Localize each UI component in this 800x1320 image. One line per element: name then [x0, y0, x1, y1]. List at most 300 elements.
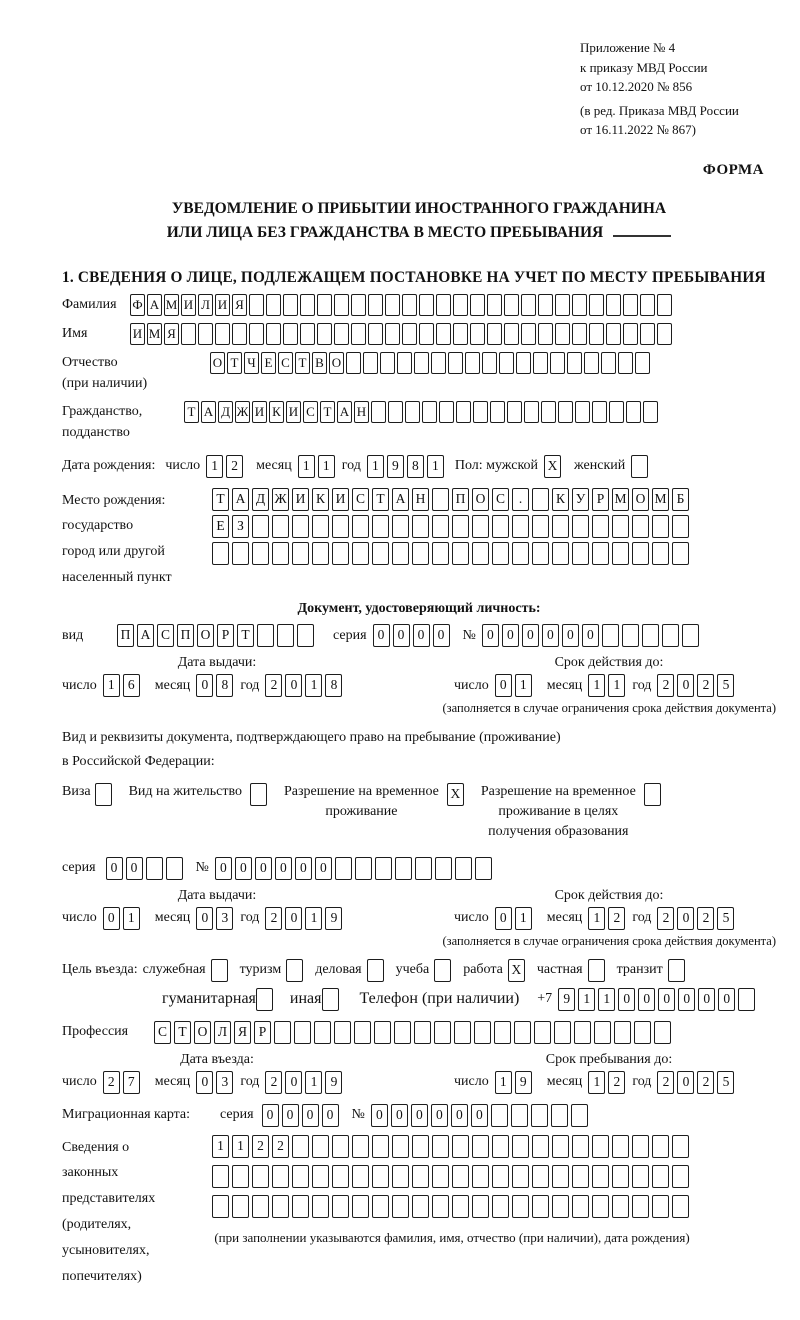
representative-cell[interactable]	[412, 1165, 429, 1188]
representative-cell[interactable]	[472, 1195, 489, 1218]
representative-cell[interactable]	[672, 1135, 689, 1158]
residence-number-cell[interactable]	[355, 857, 372, 880]
birth-place-cell[interactable]: С	[352, 488, 369, 511]
valid-year-cell[interactable]: 2	[697, 674, 714, 697]
birth-place-cell[interactable]	[432, 488, 449, 511]
purpose-tourism-box[interactable]	[286, 959, 303, 982]
given-name-cell[interactable]	[487, 323, 502, 345]
representative-cell[interactable]: 1	[232, 1135, 249, 1158]
representative-cell[interactable]	[372, 1195, 389, 1218]
representative-cell[interactable]: 2	[272, 1135, 289, 1158]
representative-cell[interactable]	[292, 1165, 309, 1188]
citizenship-cell[interactable]: А	[337, 401, 352, 423]
birth-place-cell[interactable]	[352, 515, 369, 538]
surname-cell[interactable]	[334, 294, 349, 316]
representative-cell[interactable]	[432, 1195, 449, 1218]
birth-place-cell[interactable]: Б	[672, 488, 689, 511]
birth-place-cell[interactable]	[212, 542, 229, 565]
birth-year-cell[interactable]: 1	[367, 455, 384, 478]
birth-place-cell[interactable]	[532, 515, 549, 538]
representative-cell[interactable]	[292, 1135, 309, 1158]
birth-place-cell[interactable]: К	[552, 488, 569, 511]
surname-cell[interactable]: Ф	[130, 294, 145, 316]
given-name-cell[interactable]	[453, 323, 468, 345]
patronymic-cell[interactable]	[414, 352, 429, 374]
phone-cell[interactable]: 0	[718, 988, 735, 1011]
birth-place-cell[interactable]: О	[472, 488, 489, 511]
temp-res-edu-box[interactable]	[644, 783, 661, 806]
representative-cell[interactable]	[392, 1135, 409, 1158]
purpose-official-box[interactable]	[211, 959, 228, 982]
entry-day-cell[interactable]: 2	[103, 1071, 120, 1094]
given-name-cell[interactable]	[215, 323, 230, 345]
migration-number-cell[interactable]: 0	[471, 1104, 488, 1127]
residence-number-cell[interactable]	[475, 857, 492, 880]
citizenship-cell[interactable]: И	[286, 401, 301, 423]
given-name-cell[interactable]	[266, 323, 281, 345]
profession-cell[interactable]	[434, 1021, 451, 1044]
given-name-cell[interactable]: И	[130, 323, 145, 345]
representative-cell[interactable]	[372, 1135, 389, 1158]
birth-place-cell[interactable]	[272, 542, 289, 565]
res-valid-month-cell[interactable]: 1	[588, 907, 605, 930]
birth-place-cell[interactable]	[592, 542, 609, 565]
profession-cell[interactable]: С	[154, 1021, 171, 1044]
birth-place-cell[interactable]	[432, 542, 449, 565]
birth-place-cell[interactable]	[552, 515, 569, 538]
residence-series-cell[interactable]: 0	[126, 857, 143, 880]
doc-series-cell[interactable]: 0	[413, 624, 430, 647]
residence-number-cell[interactable]: 0	[315, 857, 332, 880]
migration-number-cell[interactable]: 0	[411, 1104, 428, 1127]
valid-month-cell[interactable]: 1	[608, 674, 625, 697]
citizenship-cell[interactable]: Н	[354, 401, 369, 423]
birth-place-cell[interactable]	[372, 515, 389, 538]
birth-place-cell[interactable]	[672, 515, 689, 538]
migration-number-cell[interactable]	[531, 1104, 548, 1127]
surname-cell[interactable]	[589, 294, 604, 316]
representative-cell[interactable]	[672, 1195, 689, 1218]
representative-cell[interactable]	[512, 1195, 529, 1218]
surname-cell[interactable]	[623, 294, 638, 316]
residence-number-cell[interactable]	[375, 857, 392, 880]
birth-place-cell[interactable]: С	[492, 488, 509, 511]
birth-place-cell[interactable]	[612, 542, 629, 565]
res-issue-year-cell[interactable]: 1	[305, 907, 322, 930]
surname-cell[interactable]	[657, 294, 672, 316]
doc-series-cell[interactable]: 0	[393, 624, 410, 647]
residence-number-cell[interactable]: 0	[255, 857, 272, 880]
given-name-cell[interactable]	[385, 323, 400, 345]
given-name-cell[interactable]	[640, 323, 655, 345]
birth-place-cell[interactable]	[332, 515, 349, 538]
representative-cell[interactable]	[252, 1165, 269, 1188]
citizenship-cell[interactable]: К	[269, 401, 284, 423]
doc-number-cell[interactable]: 0	[482, 624, 499, 647]
representative-cell[interactable]	[572, 1165, 589, 1188]
surname-cell[interactable]	[504, 294, 519, 316]
citizenship-cell[interactable]	[473, 401, 488, 423]
surname-cell[interactable]	[555, 294, 570, 316]
res-valid-year-cell[interactable]: 5	[717, 907, 734, 930]
birth-place-cell[interactable]	[252, 542, 269, 565]
purpose-study-box[interactable]	[434, 959, 451, 982]
profession-cell[interactable]	[294, 1021, 311, 1044]
residence-number-cell[interactable]	[435, 857, 452, 880]
representative-cell[interactable]	[332, 1165, 349, 1188]
doc-type-cell[interactable]	[277, 624, 294, 647]
doc-number-cell[interactable]	[642, 624, 659, 647]
issue-month-cell[interactable]: 8	[216, 674, 233, 697]
patronymic-cell[interactable]	[584, 352, 599, 374]
patronymic-cell[interactable]	[482, 352, 497, 374]
representative-cell[interactable]	[332, 1135, 349, 1158]
citizenship-cell[interactable]	[439, 401, 454, 423]
citizenship-cell[interactable]: С	[303, 401, 318, 423]
valid-year-cell[interactable]: 2	[657, 674, 674, 697]
patronymic-cell[interactable]: Т	[227, 352, 242, 374]
surname-cell[interactable]	[385, 294, 400, 316]
stay-year-cell[interactable]: 2	[697, 1071, 714, 1094]
representative-cell[interactable]	[212, 1165, 229, 1188]
patronymic-cell[interactable]	[618, 352, 633, 374]
patronymic-cell[interactable]	[550, 352, 565, 374]
representative-cell[interactable]	[652, 1195, 669, 1218]
representative-cell[interactable]	[452, 1165, 469, 1188]
given-name-cell[interactable]	[198, 323, 213, 345]
migration-number-cell[interactable]: 0	[371, 1104, 388, 1127]
res-issue-day-cell[interactable]: 0	[103, 907, 120, 930]
profession-cell[interactable]	[554, 1021, 571, 1044]
entry-month-cell[interactable]: 3	[216, 1071, 233, 1094]
given-name-cell[interactable]	[334, 323, 349, 345]
residence-number-cell[interactable]	[415, 857, 432, 880]
citizenship-cell[interactable]	[507, 401, 522, 423]
birth-place-cell[interactable]: Т	[212, 488, 229, 511]
birth-place-cell[interactable]: .	[512, 488, 529, 511]
patronymic-cell[interactable]: Т	[295, 352, 310, 374]
birth-place-cell[interactable]	[312, 515, 329, 538]
surname-cell[interactable]	[521, 294, 536, 316]
patronymic-cell[interactable]	[397, 352, 412, 374]
doc-number-cell[interactable]: 0	[562, 624, 579, 647]
patronymic-cell[interactable]: О	[329, 352, 344, 374]
birth-place-cell[interactable]	[572, 515, 589, 538]
birth-place-cell[interactable]	[572, 542, 589, 565]
birth-place-cell[interactable]	[472, 542, 489, 565]
doc-number-cell[interactable]	[602, 624, 619, 647]
birth-place-cell[interactable]	[432, 515, 449, 538]
given-name-cell[interactable]	[232, 323, 247, 345]
given-name-cell[interactable]	[368, 323, 383, 345]
res-valid-day-cell[interactable]: 1	[515, 907, 532, 930]
surname-cell[interactable]: И	[181, 294, 196, 316]
purpose-transit-box[interactable]	[668, 959, 685, 982]
representative-cell[interactable]	[552, 1165, 569, 1188]
doc-type-cell[interactable]: П	[177, 624, 194, 647]
surname-cell[interactable]: А	[147, 294, 162, 316]
representative-cell[interactable]	[392, 1195, 409, 1218]
representative-cell[interactable]	[312, 1135, 329, 1158]
birth-place-cell[interactable]	[292, 515, 309, 538]
profession-cell[interactable]	[274, 1021, 291, 1044]
doc-type-cell[interactable]: А	[137, 624, 154, 647]
citizenship-cell[interactable]: Т	[184, 401, 199, 423]
issue-month-cell[interactable]: 0	[196, 674, 213, 697]
profession-cell[interactable]	[654, 1021, 671, 1044]
res-issue-day-cell[interactable]: 1	[123, 907, 140, 930]
birth-month-cell[interactable]: 1	[298, 455, 315, 478]
valid-year-cell[interactable]: 5	[717, 674, 734, 697]
res-valid-month-cell[interactable]: 2	[608, 907, 625, 930]
surname-cell[interactable]	[453, 294, 468, 316]
residence-number-cell[interactable]: 0	[275, 857, 292, 880]
surname-cell[interactable]	[249, 294, 264, 316]
surname-cell[interactable]	[538, 294, 553, 316]
representative-cell[interactable]	[592, 1195, 609, 1218]
given-name-cell[interactable]	[521, 323, 536, 345]
representative-cell[interactable]: 1	[212, 1135, 229, 1158]
profession-cell[interactable]	[574, 1021, 591, 1044]
given-name-cell[interactable]	[317, 323, 332, 345]
patronymic-cell[interactable]	[363, 352, 378, 374]
migration-number-cell[interactable]	[551, 1104, 568, 1127]
doc-number-cell[interactable]: 0	[582, 624, 599, 647]
entry-year-cell[interactable]: 9	[325, 1071, 342, 1094]
phone-cell[interactable]: 0	[658, 988, 675, 1011]
profession-cell[interactable]	[514, 1021, 531, 1044]
given-name-cell[interactable]	[419, 323, 434, 345]
doc-series-cell[interactable]: 0	[373, 624, 390, 647]
representative-cell[interactable]	[332, 1195, 349, 1218]
given-name-cell[interactable]	[657, 323, 672, 345]
patronymic-cell[interactable]: Ч	[244, 352, 259, 374]
representative-cell[interactable]	[492, 1195, 509, 1218]
representative-cell[interactable]	[392, 1165, 409, 1188]
birth-place-cell[interactable]	[652, 542, 669, 565]
profession-cell[interactable]	[594, 1021, 611, 1044]
patronymic-cell[interactable]	[635, 352, 650, 374]
birth-place-cell[interactable]: И	[332, 488, 349, 511]
patronymic-cell[interactable]	[431, 352, 446, 374]
citizenship-cell[interactable]	[422, 401, 437, 423]
stay-year-cell[interactable]: 2	[657, 1071, 674, 1094]
representative-cell[interactable]	[472, 1165, 489, 1188]
citizenship-cell[interactable]	[371, 401, 386, 423]
surname-cell[interactable]	[487, 294, 502, 316]
given-name-cell[interactable]	[300, 323, 315, 345]
representative-cell[interactable]	[632, 1165, 649, 1188]
representative-cell[interactable]	[532, 1135, 549, 1158]
birth-place-cell[interactable]	[392, 542, 409, 565]
given-name-cell[interactable]	[504, 323, 519, 345]
birth-year-cell[interactable]: 1	[427, 455, 444, 478]
representative-cell[interactable]	[312, 1165, 329, 1188]
birth-place-cell[interactable]	[552, 542, 569, 565]
citizenship-cell[interactable]: Т	[320, 401, 335, 423]
representative-cell[interactable]	[432, 1165, 449, 1188]
res-issue-year-cell[interactable]: 9	[325, 907, 342, 930]
profession-cell[interactable]	[454, 1021, 471, 1044]
representative-cell[interactable]	[652, 1135, 669, 1158]
birth-place-cell[interactable]: П	[452, 488, 469, 511]
representative-cell[interactable]	[272, 1165, 289, 1188]
representative-cell[interactable]	[592, 1165, 609, 1188]
migration-series-cell[interactable]: 0	[302, 1104, 319, 1127]
given-name-cell[interactable]: Я	[164, 323, 179, 345]
citizenship-cell[interactable]: И	[252, 401, 267, 423]
residence-number-cell[interactable]	[455, 857, 472, 880]
birth-year-cell[interactable]: 8	[407, 455, 424, 478]
patronymic-cell[interactable]	[567, 352, 582, 374]
citizenship-cell[interactable]: Ж	[235, 401, 250, 423]
surname-cell[interactable]	[436, 294, 451, 316]
profession-cell[interactable]	[334, 1021, 351, 1044]
migration-number-cell[interactable]: 0	[391, 1104, 408, 1127]
doc-series-cell[interactable]: 0	[433, 624, 450, 647]
representative-cell[interactable]	[492, 1165, 509, 1188]
birth-place-cell[interactable]: А	[232, 488, 249, 511]
profession-cell[interactable]	[414, 1021, 431, 1044]
birth-place-cell[interactable]: Р	[592, 488, 609, 511]
phone-cell[interactable]: 0	[678, 988, 695, 1011]
representative-cell[interactable]	[412, 1195, 429, 1218]
profession-cell[interactable]: О	[194, 1021, 211, 1044]
given-name-cell[interactable]	[623, 323, 638, 345]
birth-place-cell[interactable]	[612, 515, 629, 538]
given-name-cell[interactable]	[181, 323, 196, 345]
res-issue-year-cell[interactable]: 0	[285, 907, 302, 930]
profession-cell[interactable]	[474, 1021, 491, 1044]
phone-cell[interactable]: 1	[578, 988, 595, 1011]
birth-place-cell[interactable]	[352, 542, 369, 565]
representative-cell[interactable]	[632, 1195, 649, 1218]
birth-place-cell[interactable]	[452, 515, 469, 538]
residence-series-cell[interactable]	[146, 857, 163, 880]
representative-cell[interactable]	[632, 1135, 649, 1158]
representative-cell[interactable]	[652, 1165, 669, 1188]
patronymic-cell[interactable]	[448, 352, 463, 374]
residence-series-cell[interactable]: 0	[106, 857, 123, 880]
temp-residence-box[interactable]: X	[447, 783, 464, 806]
doc-type-cell[interactable]: О	[197, 624, 214, 647]
profession-cell[interactable]	[534, 1021, 551, 1044]
valid-day-cell[interactable]: 1	[515, 674, 532, 697]
citizenship-cell[interactable]	[643, 401, 658, 423]
birth-day-cell[interactable]: 2	[226, 455, 243, 478]
representative-cell[interactable]	[292, 1195, 309, 1218]
migration-number-cell[interactable]	[571, 1104, 588, 1127]
representative-cell[interactable]	[352, 1135, 369, 1158]
representative-cell[interactable]	[432, 1135, 449, 1158]
migration-number-cell[interactable]: 0	[431, 1104, 448, 1127]
representative-cell[interactable]	[552, 1135, 569, 1158]
representative-cell[interactable]	[572, 1135, 589, 1158]
citizenship-cell[interactable]	[575, 401, 590, 423]
migration-series-cell[interactable]: 0	[262, 1104, 279, 1127]
gender-male-box[interactable]: X	[544, 455, 561, 478]
representative-cell[interactable]	[352, 1195, 369, 1218]
birth-place-cell[interactable]	[492, 542, 509, 565]
phone-cell[interactable]: 0	[698, 988, 715, 1011]
given-name-cell[interactable]	[249, 323, 264, 345]
migration-number-cell[interactable]	[491, 1104, 508, 1127]
phone-cell[interactable]: 1	[598, 988, 615, 1011]
migration-series-cell[interactable]: 0	[322, 1104, 339, 1127]
representative-cell[interactable]	[572, 1195, 589, 1218]
representative-cell[interactable]	[212, 1195, 229, 1218]
representative-cell[interactable]	[612, 1195, 629, 1218]
birth-place-cell[interactable]	[392, 515, 409, 538]
representative-cell[interactable]	[312, 1195, 329, 1218]
citizenship-cell[interactable]	[609, 401, 624, 423]
given-name-cell[interactable]	[283, 323, 298, 345]
purpose-work-box[interactable]: X	[508, 959, 525, 982]
birth-place-cell[interactable]: Н	[412, 488, 429, 511]
doc-number-cell[interactable]: 0	[502, 624, 519, 647]
profession-cell[interactable]	[314, 1021, 331, 1044]
birth-year-cell[interactable]: 9	[387, 455, 404, 478]
representative-cell[interactable]	[352, 1165, 369, 1188]
stay-month-cell[interactable]: 1	[588, 1071, 605, 1094]
residence-number-cell[interactable]: 0	[235, 857, 252, 880]
issue-year-cell[interactable]: 1	[305, 674, 322, 697]
profession-cell[interactable]: Л	[214, 1021, 231, 1044]
representative-cell[interactable]	[452, 1135, 469, 1158]
doc-type-cell[interactable]	[297, 624, 314, 647]
given-name-cell[interactable]: М	[147, 323, 162, 345]
representative-cell[interactable]	[412, 1135, 429, 1158]
representative-cell[interactable]	[532, 1195, 549, 1218]
birth-place-cell[interactable]	[492, 515, 509, 538]
birth-place-cell[interactable]	[232, 542, 249, 565]
entry-day-cell[interactable]: 7	[123, 1071, 140, 1094]
birth-place-cell[interactable]: Е	[212, 515, 229, 538]
profession-cell[interactable]: Р	[254, 1021, 271, 1044]
doc-number-cell[interactable]	[662, 624, 679, 647]
birth-place-cell[interactable]	[592, 515, 609, 538]
birth-place-cell[interactable]	[292, 542, 309, 565]
residence-number-cell[interactable]: 0	[295, 857, 312, 880]
surname-cell[interactable]	[317, 294, 332, 316]
profession-cell[interactable]	[634, 1021, 651, 1044]
profession-cell[interactable]	[614, 1021, 631, 1044]
given-name-cell[interactable]	[351, 323, 366, 345]
citizenship-cell[interactable]	[558, 401, 573, 423]
birth-place-cell[interactable]: А	[392, 488, 409, 511]
doc-type-cell[interactable]: Т	[237, 624, 254, 647]
residence-number-cell[interactable]	[335, 857, 352, 880]
birth-month-cell[interactable]: 1	[318, 455, 335, 478]
res-valid-day-cell[interactable]: 0	[495, 907, 512, 930]
doc-type-cell[interactable]	[257, 624, 274, 647]
surname-cell[interactable]	[266, 294, 281, 316]
purpose-business-box[interactable]	[367, 959, 384, 982]
surname-cell[interactable]: М	[164, 294, 179, 316]
profession-cell[interactable]	[394, 1021, 411, 1044]
patronymic-cell[interactable]	[516, 352, 531, 374]
stay-day-cell[interactable]: 9	[515, 1071, 532, 1094]
stay-year-cell[interactable]: 0	[677, 1071, 694, 1094]
res-valid-year-cell[interactable]: 2	[697, 907, 714, 930]
birth-place-cell[interactable]: Д	[252, 488, 269, 511]
birth-place-cell[interactable]	[452, 542, 469, 565]
surname-cell[interactable]	[606, 294, 621, 316]
birth-place-cell[interactable]	[252, 515, 269, 538]
phone-cell[interactable]	[738, 988, 755, 1011]
representative-cell[interactable]	[512, 1165, 529, 1188]
stay-year-cell[interactable]: 5	[717, 1071, 734, 1094]
